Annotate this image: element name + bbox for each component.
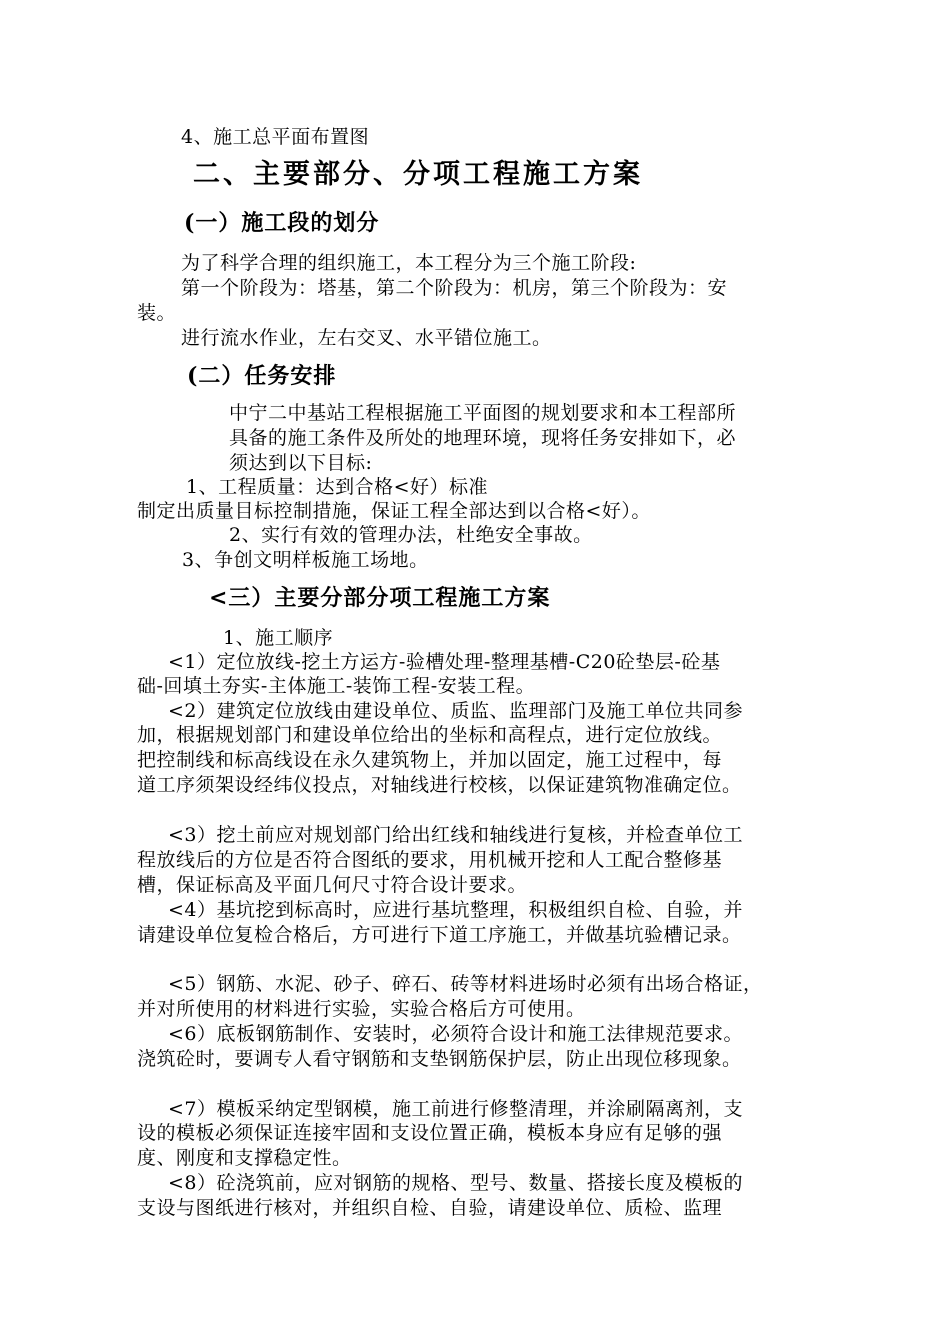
section-3-heading: <三）主要分部分项工程施工方案	[209, 585, 551, 611]
paragraph-line: 加，根据规划部门和建设单位给出的坐标和高程点，进行定位放线。	[137, 724, 723, 746]
paragraph-line: 础-回填土夯实-主体施工-装饰工程-安装工程。	[137, 675, 536, 697]
paragraph-line: 支设与图纸进行核对，并组织自检、自验，请建设单位、质检、监理	[137, 1197, 723, 1219]
paragraph-line: 度、刚度和支撑稳定性。	[137, 1147, 352, 1169]
page-title: 二、主要部分、分项工程施工方案	[193, 159, 643, 190]
subsection-heading: 1、施工顺序	[223, 627, 334, 649]
paragraph-line: 3、争创文明样板施工场地。	[182, 549, 429, 571]
paragraph-line: <2）建筑定位放线由建设单位、质监、监理部门及施工单位共同参	[168, 700, 744, 722]
paragraph-line: 浇筑砼时，要调专人看守钢筋和支垫钢筋保护层，防止出现位移现象。	[137, 1048, 742, 1070]
paragraph-line: 并对所使用的材料进行实验，实验合格后方可使用。	[137, 998, 586, 1020]
paragraph-line: <1）定位放线-挖土方运方-验槽处理-整理基槽-C20砼垫层-砼基	[168, 651, 721, 673]
paragraph-line: 把控制线和标高线设在永久建筑物上，并加以固定，施工过程中，每	[137, 749, 723, 771]
paragraph-line: <8）砼浇筑前，应对钢筋的规格、型号、数量、搭接长度及模板的	[168, 1172, 744, 1194]
paragraph-line: 1、工程质量：达到合格<好）标准	[186, 476, 489, 498]
section-2-heading: (二）任务安排	[187, 363, 337, 389]
section-1-heading: (一）施工段的划分	[184, 210, 380, 236]
paragraph-line: 装。	[137, 302, 177, 324]
paragraph-line: 具备的施工条件及所处的地理环境，现将任务安排如下，必	[229, 427, 737, 449]
paragraph-line: <3）挖土前应对规划部门给出红线和轴线进行复核，并检查单位工	[168, 824, 744, 846]
paragraph-line: <5）钢筋、水泥、砂子、碎石、砖等材料进场时必须有出场合格证，	[168, 973, 763, 995]
paragraph-line: 2、实行有效的管理办法，杜绝安全事故。	[229, 524, 593, 546]
paragraph-line: 中宁二中基站工程根据施工平面图的规划要求和本工程部所	[229, 402, 737, 424]
paragraph-line: 为了科学合理的组织施工，本工程分为三个施工阶段:	[181, 252, 637, 274]
paragraph-line: 进行流水作业，左右交叉、水平错位施工。	[181, 327, 552, 349]
paragraph-line: 设的模板必须保证连接牢固和支设位置正确，模板本身应有足够的强	[137, 1122, 723, 1144]
paragraph-line: 程放线后的方位是否符合图纸的要求，用机械开挖和人工配合整修基	[137, 849, 723, 871]
item-4-line: 4、施工总平面布置图	[181, 126, 370, 148]
paragraph-line: <4）基坑挖到标高时，应进行基坑整理，积极组织自检、自验，并	[168, 899, 744, 921]
paragraph-line: 第一个阶段为：塔基，第二个阶段为：机房，第三个阶段为：安	[181, 277, 728, 299]
paragraph-line: 槽，保证标高及平面几何尺寸符合设计要求。	[137, 874, 528, 896]
paragraph-line: 制定出质量目标控制措施，保证工程全部达到以合格<好）。	[137, 500, 651, 522]
paragraph-line: 须达到以下目标:	[229, 452, 373, 474]
paragraph-line: 道工序须架设经纬仪投点，对轴线进行校核，以保证建筑物准确定位。	[137, 774, 742, 796]
paragraph-line: <6）底板钢筋制作、安装时，必须符合设计和施工法律规范要求。	[168, 1023, 744, 1045]
paragraph-line: <7）模板采纳定型钢模，施工前进行修整清理，并涂刷隔离剂，支	[168, 1098, 744, 1120]
paragraph-line: 请建设单位复检合格后，方可进行下道工序施工，并做基坑验槽记录。	[137, 924, 742, 946]
